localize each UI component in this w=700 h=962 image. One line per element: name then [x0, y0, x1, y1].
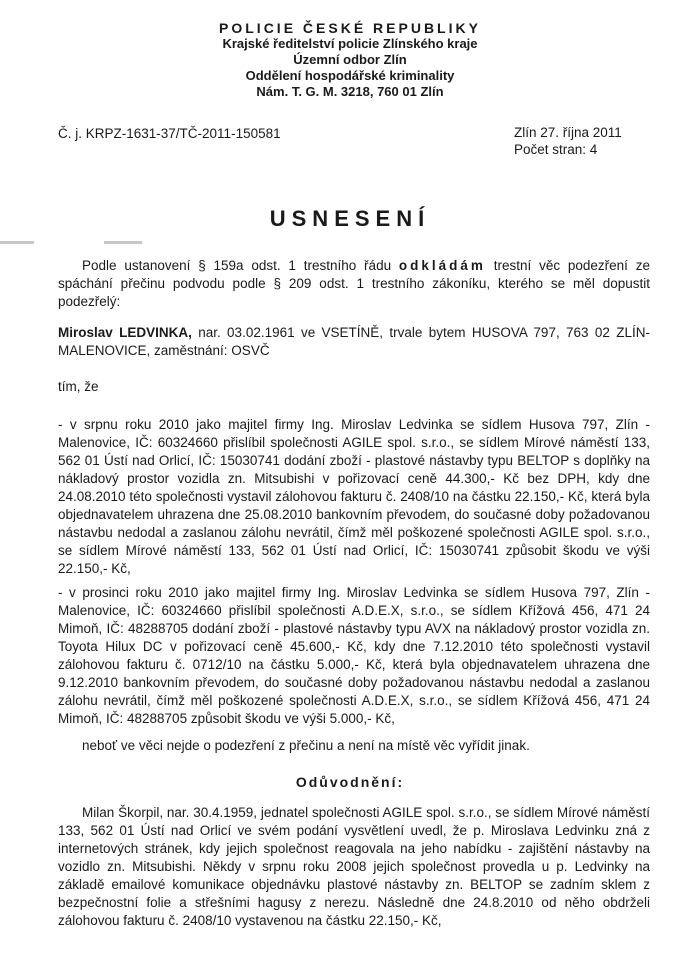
territorial-department: Územní odbor Zlín — [293, 52, 407, 67]
document-title: USNESENÍ — [269, 206, 431, 231]
reasoning-paragraph: Milan Škorpil, nar. 30.4.1959, jednatel společnosti AGILE spol. s.r.o., se sídlem Mírové náměstí 133, 562 01 Ústí nad Orlicí ve svém podání vysvětlení uvedl, že p. Miroslava Ledvinku zná z internetových stránek, kdy jejich společnost reagovala na jeho nabídku - zajištění nástavby na vozidlo zn. Mitsubishi. Někdy v srpnu roku 2008 jejich společnost provedla u p. Ledvinky na základě emailové komunikace objednávku plastové nástavby zn. BELTOP se zadním sklem z bezpečnostní folie a střešními hagusy z nerezu. Následně dne 24.8.2010 od něho obdrželi zálohovou fakturu č. 2408/10 vystavenou na částku 22.150,- Kč, — [58, 805, 650, 928]
regional-directorate: Krajské ředitelství policie Zlínského kraje — [222, 36, 478, 51]
intro-after: trestní věc podezření ze spáchání přečinu podvodu podle § 209 odst. 1 trestního zákoníku, kterého se měl dopustit podezřelý: — [58, 258, 650, 309]
letterhead — [0, 20, 700, 100]
reference-number: Č. j. KRPZ-1631-37/TČ-2011-150581 — [58, 126, 281, 141]
intro-paragraph — [58, 257, 650, 311]
place-date-block — [514, 124, 622, 158]
tim-ze: tím, že — [58, 379, 99, 394]
act-2-paragraph: - v prosinci roku 2010 jako majitel firmy Ing. Miroslav Ledvinka se sídlem Husova 797, Zlín - Malenovice, IČ: 60324660 přislíbil společnosti A.D.E.X, s.r.o., se sídlem Křížová 456, 471 24 Mimoň, IČ: 48288705 dodání zboží - plastové nástavby typu AVX na nákladový prostor vozidla zn. Toyota Hilux DC v pořizovací ceně 45.600,- Kč, kdy dne 7.12.2010 této společnosti vystavil zálohovou fakturu č. 0712/10 na částku 5.000,- Kč, která byla objednavatelem uhrazena dne 9.12.2010 bankovním převodem, do současné doby požadovanou nástavbu nedodal a zaslanou zálohu nevrátil, čímž měl poškozené společnosti A.D.E.X, s.r.o., se sídlem Křížová 456, 471 24 Mimoň, IČ: 48288705 způsobit škodu ve výši 5.000,- Kč, — [58, 585, 650, 726]
suspect-name: Miroslav LEDVINKA, — [58, 325, 192, 340]
intro-before: Podle ustanovení § 159a odst. 1 trestního řádu — [82, 258, 392, 273]
conclusion-paragraph: neboť ve věci nejde o podezření z přečinu a není na místě věc vyřídit jinak. — [82, 738, 530, 753]
scan-artifact — [104, 241, 142, 244]
reasoning-heading: Odůvodnění: — [295, 774, 405, 790]
intro-keyword: odkládám — [398, 258, 486, 273]
place-date: Zlín 27. října 2011 — [514, 125, 622, 140]
suspect-details: nar. 03.02.1961 ve VSETÍNĚ, trvale bytem HUSOVA 797, 763 02 ZLÍN-MALENOVICE, zaměstnání: OSVČ — [58, 325, 650, 358]
address: Nám. T. G. M. 3218, 760 01 Zlín — [256, 84, 444, 99]
institution-name: POLICIE ČESKÉ REPUBLIKY — [219, 20, 481, 36]
scan-artifact — [0, 241, 34, 244]
division-name: Oddělení hospodářské kriminality — [245, 68, 455, 83]
suspect-paragraph — [58, 324, 650, 360]
page-count: Počet stran: 4 — [514, 142, 598, 157]
act-1-paragraph: - v srpnu roku 2010 jako majitel firmy Ing. Miroslav Ledvinka se sídlem Husova 797, Zlín - Malenovice, IČ: 60324660 přislíbil společnosti AGILE spol. s.r.o., se sídlem Mírové náměstí 133, 562 01 Ústí nad Orlicí, IČ: 15030741 dodání zboží - plastové nástavby typu BELTOP s doplňky na nákladový prostor vozidla zn. Mitsubishi v pořizovací ceně 44.300,- Kč bez DPH, kdy dne 24.08.2010 této společnosti vystavil zálohovou fakturu č. 2408/10 na částku 22.150,- Kč, která byla objednavatelem uhrazena dne 25.08.2010 bankovním převodem, do současné doby požadovanou nástavbu nedodal a zaslanou zálohu nevrátil, čímž měl poškozené společnosti AGILE spol. s.r.o., se sídlem Mírové náměstí 133, 562 01 Ústí nad Orlicí, IČ: 15030741 způsobit škodu ve výši 22.150,- Kč, — [58, 417, 650, 576]
